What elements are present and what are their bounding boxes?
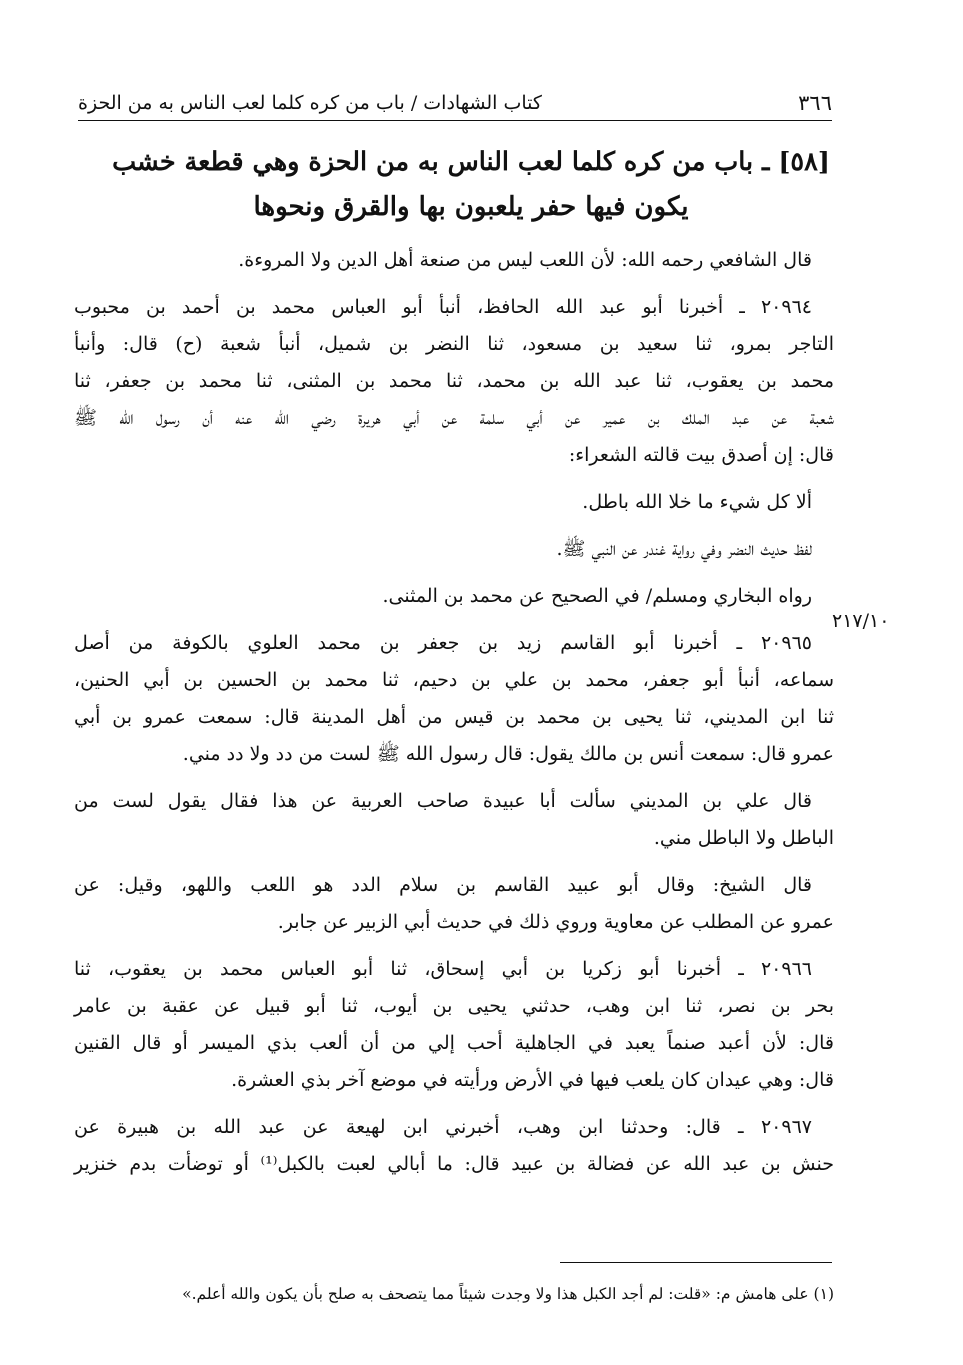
paragraph-hadith-20965 [74,625,834,773]
text-line: رواه البخاري ومسلم/ في الصحيح عن محمد بن المثنى. [382,585,812,607]
text-line: شعبة عن عبد الملك بن عمير عن أبي سلمة عن أبي هريرة رضي الله عنه أن رسول الله ﷺ [74,407,834,429]
paragraph-wording-note [74,531,834,568]
text-line: محمد بن يعقوب، ثنا عبد الله بن محمد، ثنا محمد بن المثنى، ثنا محمد بن جعفر، ثنا [74,370,834,392]
chapter-heading [110,140,832,230]
text-line: قال الشيخ: وقال أبو عبيد القاسم بن سلام الدد هو اللعب واللهو، وقيل: عن [74,874,812,896]
body-text [74,242,834,1193]
text-line: ٢٠٩٦٥ ـ أخبرنا أبو القاسم زيد بن جعفر بن محمد العلوي بالكوفة من أصل [74,632,812,654]
paragraph-ibn-al-madini [74,783,834,857]
text-line: قال علي بن المديني سألت أبا عبيدة صاحب العربية عن هذا فقال يقول لست من [74,790,812,812]
text-line: ٢٠٩٦٧ ـ قال: وحدثنا ابن وهب، أخبرني ابن لهيعة عن عبد الله بن هبيرة عن [74,1116,812,1138]
text-line: الباطل ولا الباطل مني. [653,827,834,849]
paragraph-hadith-20964 [74,289,834,474]
paragraph-hadith-20966 [74,951,834,1099]
footnote-divider [560,1262,832,1263]
running-header [78,86,832,121]
margin-volume-page-reference: ٢١٧/١٠ [832,610,890,632]
paragraph-verse [74,484,834,521]
text-line: ثنا ابن المديني، ثنا يحيى بن محمد بن قيس من أهل المدينة قال: سمعت عمرو بن أبي [74,706,834,728]
text-line: لفظ حديث النضر وفي رواية غندر عن النبي ﷺ. [556,538,812,560]
text-line: قال: لأن أعبد صنماً يعبد في الجاهلية أحب إلي من أن ألعب بذي الميسر أو قال القنين [74,1032,834,1054]
text-line: بحر بن نصر، ثنا ابن وهب، حدثني يحيى بن أيوب، ثنا أبو قبيل عن عقبة بن عامر [74,995,834,1017]
chapter-heading-line-1: [٥٨] ـ باب من كره كلما لعب الناس به من الحزة وهي قطعة خشب [112,147,830,177]
text-line: قال الشافعي رحمه الله: لأن اللعب ليس من صنعة أهل الدين ولا المروءة. [238,249,812,271]
page-number: ٣٦٦ [798,91,832,115]
text-line: قال: وهي عيدان كان يلعب فيها في الأرض ورأيته في موضع آخر بذي العشرة. [231,1069,834,1091]
text-line: عمرو قال: سمعت أنس بن مالك يقول: قال رسول الله ﷺ لست من دد ولا دد مني. [182,743,834,765]
text-line: عمرو عن المطلب عن معاوية وروي ذلك في حديث أبي الزبير عن جابر. [277,911,834,933]
paragraph-narration-source [74,578,834,615]
text-line: سماعه، أنبأ أبو جعفر، محمد بن علي بن دحيم، ثنا محمد بن الحسين بن أبي الحنين، [74,669,834,691]
footnote-1: (١) على هامش م: «قلت: لم أجد الكبل هذا ولا وجدت شيئاً مما يتصحف به صلح بأن يكون والله أعلم.» [182,1285,834,1303]
text-line: ٢٠٩٦٦ ـ أخبرنا أبو زكريا بن أبي إسحاق، ثنا أبو العباس محمد بن يعقوب، ثنا [74,958,812,980]
chapter-heading-line-2: يكون فيها حفر يلعبون بها والقرق ونحوها [253,192,689,222]
running-header-title: كتاب الشهادات / باب من كره كلما لعب الناس به من الحزة [78,92,542,114]
text-line: التاجر بمرو، ثنا سعيد بن مسعود، ثنا النضر بن شميل، أنبأ شعبة (ح) قال: وأنبأ [74,333,834,355]
paragraph-sheikh-comment [74,867,834,941]
text-line: حنش بن عبد الله عن فضالة بن عبيد قال: ما أبالي لعبت بالكبل⁽¹⁾ أو توضأت بدم خنزير [74,1153,835,1175]
paragraph-shafii-saying [74,242,834,279]
verse-line: ألا كل شيء ما خلا الله باطل. [582,491,812,513]
text-line: قال: إن أصدق بيت قالته الشعراء: [568,444,834,466]
paragraph-hadith-20967 [74,1109,834,1183]
text-line: ٢٠٩٦٤ ـ أخبرنا أبو عبد الله الحافظ، أنبأ أبو العباس محمد بن أحمد بن محبوب [74,296,812,318]
